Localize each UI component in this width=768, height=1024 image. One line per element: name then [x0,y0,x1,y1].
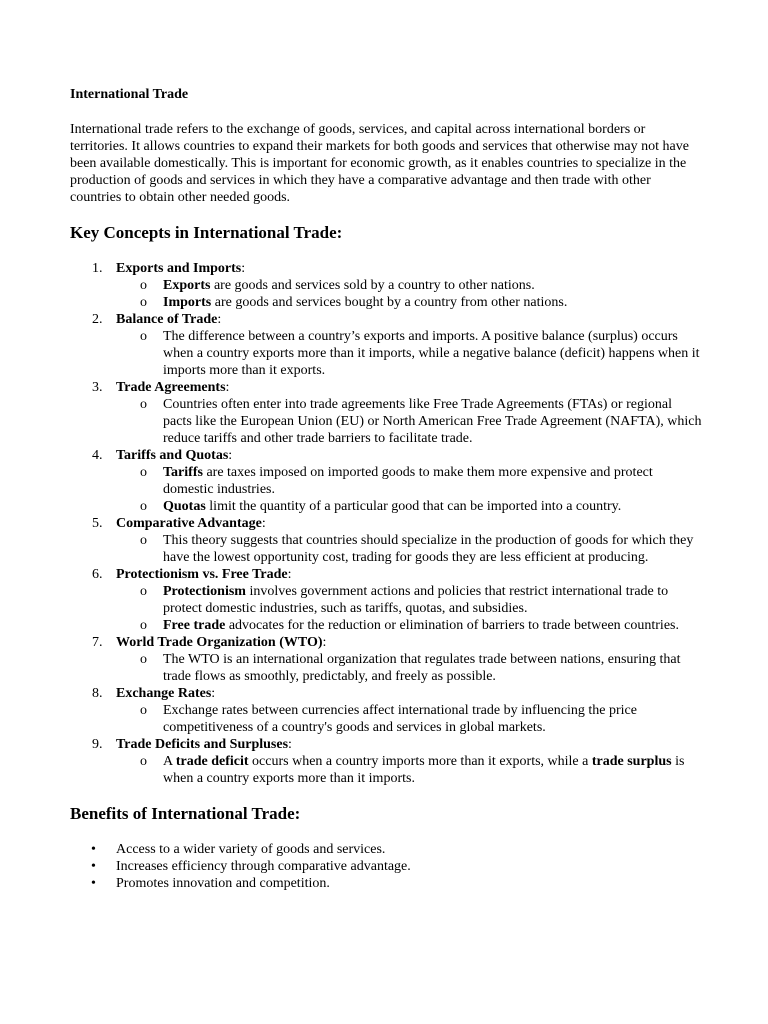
concept-item [70,736,698,787]
concept-item [70,634,698,685]
concept-point [116,753,702,787]
point-term: Protectionism [163,584,246,599]
concept-points [116,651,698,685]
concept-colon: : [225,380,230,395]
point-term: Imports [163,295,212,310]
concept-number: 4. [92,448,103,463]
concept-colon: : [261,516,266,531]
benefit-item [70,841,698,858]
concept-colon: : [288,737,292,752]
concept-colon: : [228,448,233,463]
point-text: are goods and services sold by a country to other nations. [210,278,535,293]
concept-title: Exchange Rates [116,686,212,701]
concept-number: 2. [92,312,103,327]
concept-point [116,617,702,634]
point-term: trade deficit [175,754,249,769]
bullet-icon: • [91,842,96,857]
point-text: The difference between a country’s exports and imports. A positive balance (surplus) occurs when a country exports more than it imports, while a negative balance (deficit) happens when it imports more than it exports. [163,329,700,378]
concept-item [70,311,698,379]
concept-point [116,328,702,379]
point-text: Exchange rates between currencies affect international trade by influencing the price competitiveness of a country's goods and services in global markets. [163,703,637,735]
circle-bullet-icon: o [140,278,147,293]
concept-colon: : [211,686,216,701]
circle-bullet-icon: o [140,584,147,599]
benefit-text: Access to a wider variety of goods and services. [116,842,386,857]
concept-point [116,532,702,566]
concept-number: 5. [92,516,103,531]
concept-point [116,583,702,617]
concept-point [116,294,702,311]
point-term: trade surplus [591,754,672,769]
point-text: A [163,754,176,769]
concept-number: 8. [92,686,103,701]
concept-colon: : [241,261,246,276]
document-title: International Trade [70,87,189,102]
point-text: The WTO is an international organization that regulates trade between nations, ensuring that trade flows as smoothly, predictably, and freely as possible. [163,652,681,684]
concept-title: Balance of Trade [116,312,218,327]
point-text: limit the quantity of a particular good that can be imported into a country. [205,499,622,514]
concept-points [116,532,698,566]
concept-item [70,685,698,736]
benefit-text: Increases efficiency through comparative advantage. [116,859,411,874]
concept-number: 3. [92,380,103,395]
point-text: are goods and services bought by a country from other nations. [211,295,568,310]
circle-bullet-icon: o [140,533,147,548]
benefit-item [70,875,698,892]
point-text: This theory suggests that countries should specialize in the production of goods for which they have the lowest opportunity cost, trading for goods they are less efficient at producing. [163,533,694,565]
circle-bullet-icon: o [140,295,147,310]
concept-number: 6. [92,567,103,582]
concept-colon: : [217,312,222,327]
benefit-item [70,858,698,875]
point-term: Tariffs [163,465,203,480]
concept-item [70,260,698,311]
concept-title: Trade Agreements [116,380,226,395]
concept-title: World Trade Organization (WTO) [116,635,323,650]
point-text: are taxes imposed on imported goods to make them more expensive and protect domestic industries. [163,465,653,497]
concept-points [116,753,698,787]
circle-bullet-icon: o [140,329,147,344]
concept-number: 1. [92,261,103,276]
benefit-text: Promotes innovation and competition. [116,876,330,891]
point-text: Countries often enter into trade agreements like Free Trade Agreements (FTAs) or regional pacts like the European Union (EU) or North American Free Trade Agreement (NAFTA), which reduce tariffs and other trade barriers to facilitate trade. [163,397,702,446]
bullet-icon: • [91,876,96,891]
point-term: Quotas [163,499,206,514]
point-text: is when a country exports more than it imports. [163,754,685,786]
benefits-heading: Benefits of International Trade: [70,804,301,823]
concept-title: Exports and Imports [116,261,242,276]
concept-number: 9. [92,737,103,752]
point-term: Exports [163,278,211,293]
circle-bullet-icon: o [140,465,147,480]
concept-item [70,515,698,566]
concept-item [70,566,698,634]
key-concepts-heading: Key Concepts in International Trade: [70,223,343,242]
circle-bullet-icon: o [140,618,147,633]
concept-points [116,277,698,311]
circle-bullet-icon: o [140,397,147,412]
concept-number: 7. [92,635,103,650]
concept-points [116,702,698,736]
bullet-icon: • [91,859,96,874]
concept-points [116,583,698,634]
concept-points [116,464,698,515]
concept-title: Comparative Advantage [116,516,262,531]
concept-point [116,464,702,498]
concept-item [70,447,698,515]
concept-colon: : [322,635,327,650]
concept-point [116,396,702,447]
circle-bullet-icon: o [140,499,147,514]
concept-colon: : [287,567,292,582]
circle-bullet-icon: o [140,754,147,769]
concept-item [70,379,702,447]
concept-points [116,396,702,447]
point-text: occurs when a country imports more than it exports, while a [248,754,592,769]
concept-title: Trade Deficits and Surpluses [116,737,289,752]
intro-paragraph: International trade refers to the exchange of goods, services, and capital across international borders or territories. It allows countries to expand their markets for both goods and services that otherwise may not have been available domestically. This is important for economic growth, as it enables countries to specialize in the production of goods and services in which they have a comparative advantage and then trade with other countries to obtain other needed goods. [70,122,689,205]
circle-bullet-icon: o [140,652,147,667]
point-text: involves government actions and policies that restrict international trade to protect domestic industries, such as tariffs, quotas, and subsidies. [163,584,669,616]
concept-title: Protectionism vs. Free Trade [116,567,288,582]
concept-point [116,498,702,515]
key-concepts-list [70,260,702,787]
point-term: Free trade [163,618,226,633]
concept-point [116,702,702,736]
concept-point [116,651,702,685]
benefits-list [70,841,698,892]
concept-title: Tariffs and Quotas [116,448,229,463]
concept-point [116,277,702,294]
point-text: advocates for the reduction or elimination of barriers to trade between countries. [225,618,679,633]
circle-bullet-icon: o [140,703,147,718]
concept-points [116,328,698,379]
